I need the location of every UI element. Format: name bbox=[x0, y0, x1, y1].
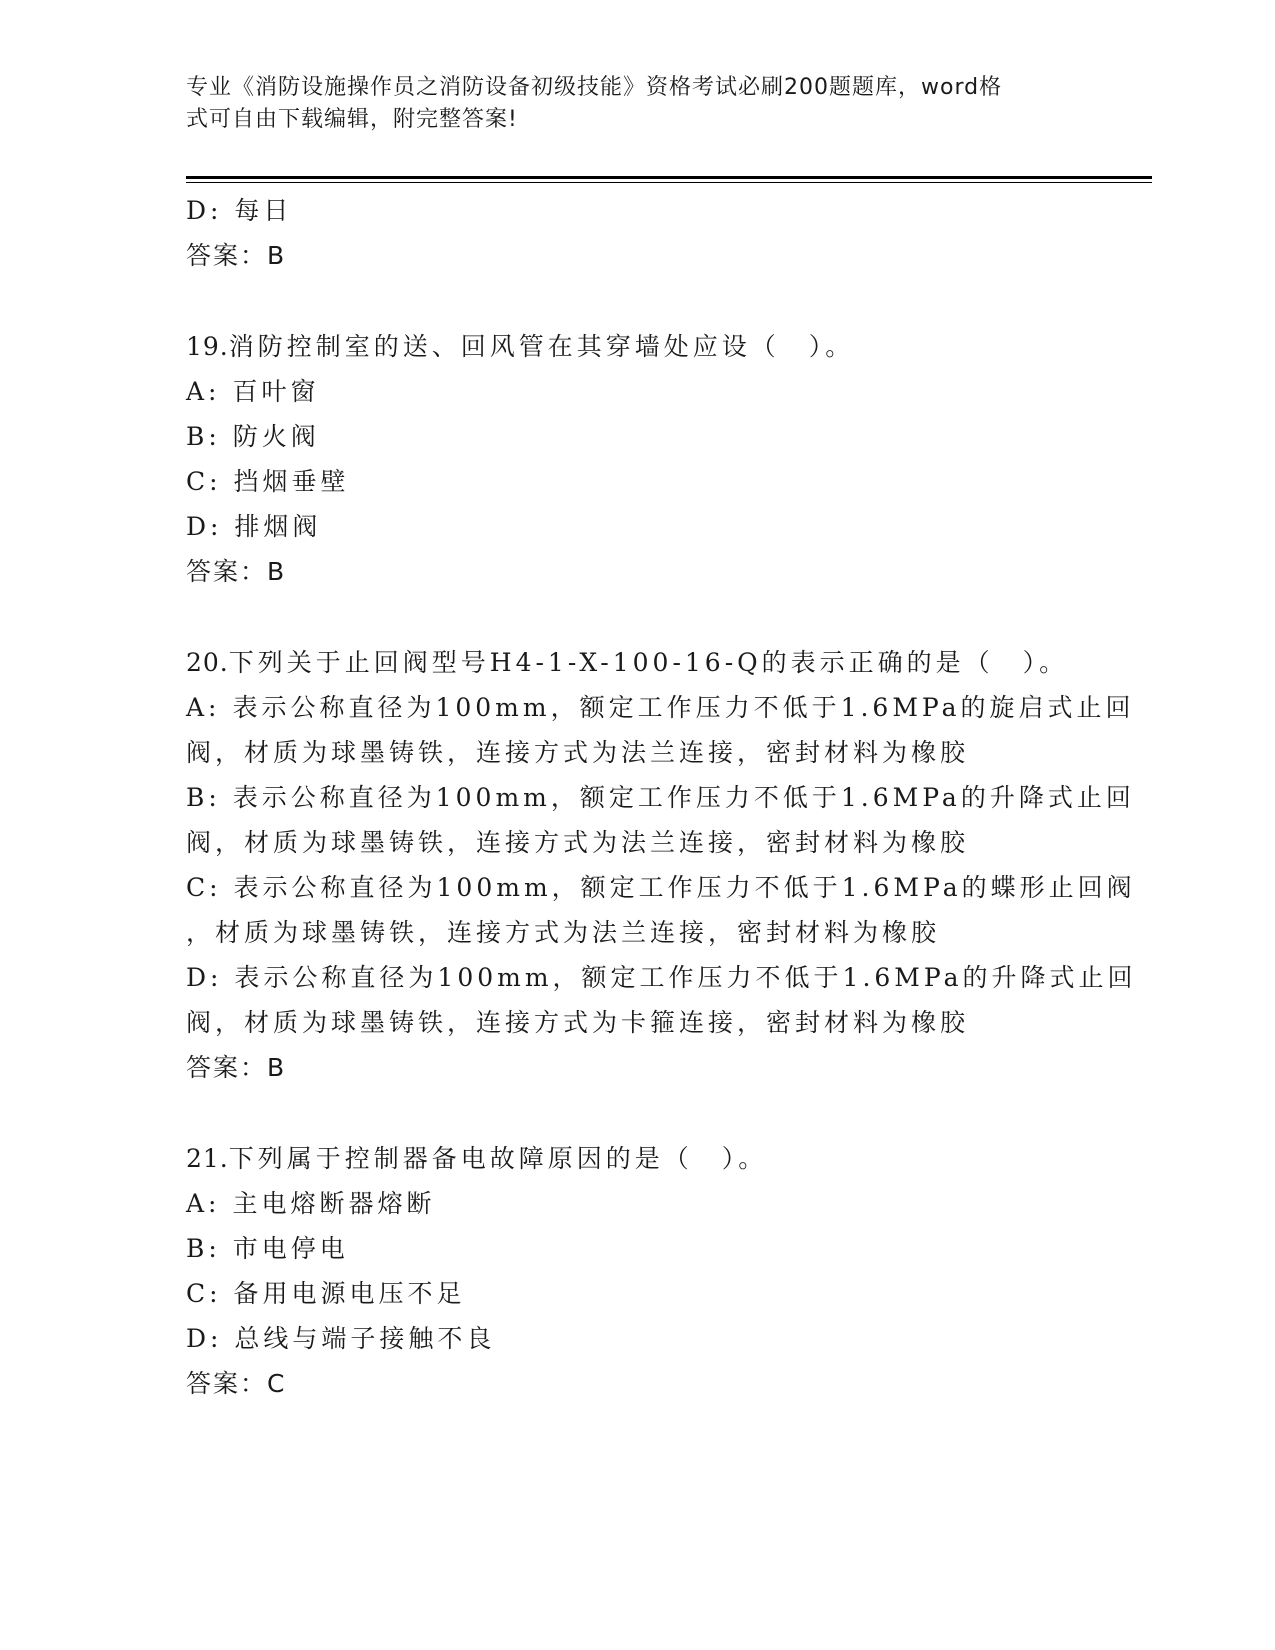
option-label: D: bbox=[186, 1324, 223, 1353]
q20-option-b bbox=[186, 775, 1135, 820]
q19-option-c bbox=[186, 459, 1086, 504]
option-label: C: bbox=[186, 1279, 222, 1308]
option-text: 市电停电 bbox=[232, 1234, 349, 1263]
option-label: B: bbox=[186, 422, 221, 451]
option-label: C: bbox=[186, 873, 222, 902]
prev-option-d bbox=[186, 188, 1086, 233]
question-20-stem bbox=[186, 640, 1086, 685]
question-number: 20. bbox=[186, 648, 229, 677]
prev-answer: 答案：B bbox=[186, 241, 287, 270]
option-label: A: bbox=[186, 693, 221, 722]
q21-answer: 答案：C bbox=[186, 1369, 287, 1398]
question-21-stem bbox=[186, 1136, 1086, 1181]
q19-option-d bbox=[186, 504, 1086, 549]
option-text: 总线与端子接触不良 bbox=[234, 1324, 496, 1353]
option-label: B: bbox=[186, 1234, 221, 1263]
option-label: A: bbox=[186, 377, 221, 406]
q21-option-c bbox=[186, 1271, 1086, 1316]
option-text: 表示公称直径为100mm，额定工作压力不低于1.6MPa的升降式止回 bbox=[234, 963, 1137, 992]
q20-option-c-cont: ，材质为球墨铸铁，连接方式为法兰连接，密封材料为橡胶 bbox=[186, 918, 941, 947]
option-text: 每日 bbox=[234, 196, 293, 225]
option-label: D: bbox=[186, 196, 223, 225]
option-label: C: bbox=[186, 467, 222, 496]
option-label: B: bbox=[186, 783, 221, 812]
q20-option-a-cont: 阀，材质为球墨铸铁，连接方式为法兰连接，密封材料为橡胶 bbox=[186, 738, 970, 767]
option-text: 排烟阀 bbox=[234, 512, 322, 541]
q21-option-a bbox=[186, 1181, 1086, 1226]
option-text: 防火阀 bbox=[232, 422, 320, 451]
q21-option-d bbox=[186, 1316, 1086, 1361]
q20-option-d bbox=[186, 955, 1137, 1000]
option-text: 主电熔断器熔断 bbox=[232, 1189, 436, 1218]
q20-option-b-cont: 阀，材质为球墨铸铁，连接方式为法兰连接，密封材料为橡胶 bbox=[186, 828, 970, 857]
option-label: D: bbox=[186, 963, 223, 992]
q19-option-b bbox=[186, 414, 1086, 459]
header-line-2: 式可自由下载编辑，附完整答案! bbox=[186, 107, 518, 132]
document-header bbox=[186, 72, 1066, 136]
q20-option-d-cont: 阀，材质为球墨铸铁，连接方式为卡箍连接，密封材料为橡胶 bbox=[186, 1008, 970, 1037]
question-text: 下列属于控制器备电故障原因的是（ ）。 bbox=[228, 1144, 768, 1173]
question-content bbox=[186, 188, 1137, 1406]
q20-option-a bbox=[186, 685, 1135, 730]
option-text: 表示公称直径为100mm，额定工作压力不低于1.6MPa的升降式止回 bbox=[232, 783, 1135, 812]
q19-option-a bbox=[186, 369, 1086, 414]
question-text: 下列关于止回阀型号H4-1-X-100-16-Q的表示正确的是（ ）。 bbox=[228, 648, 1069, 677]
question-number: 21. bbox=[186, 1144, 229, 1173]
question-19-stem bbox=[186, 324, 1086, 369]
option-text: 挡烟垂壁 bbox=[233, 467, 350, 496]
option-text: 表示公称直径为100mm，额定工作压力不低于1.6MPa的蝶形止回阀 bbox=[233, 873, 1136, 902]
header-rule-thin bbox=[186, 182, 1152, 183]
option-text: 备用电源电压不足 bbox=[233, 1279, 466, 1308]
option-text: 表示公称直径为100mm，额定工作压力不低于1.6MPa的旋启式止回 bbox=[232, 693, 1135, 722]
question-number: 19. bbox=[186, 332, 229, 361]
q21-option-b bbox=[186, 1226, 1086, 1271]
q20-answer: 答案：B bbox=[186, 1053, 287, 1082]
q20-option-c bbox=[186, 865, 1136, 910]
header-rule-thick bbox=[186, 176, 1152, 179]
option-text: 百叶窗 bbox=[232, 377, 320, 406]
option-label: D: bbox=[186, 512, 223, 541]
q19-answer: 答案：B bbox=[186, 557, 287, 586]
question-text: 消防控制室的送、回风管在其穿墙处应设（ ）。 bbox=[228, 332, 855, 361]
option-label: A: bbox=[186, 1189, 221, 1218]
header-line-1: 专业《消防设施操作员之消防设备初级技能》资格考试必刷200题题库，word格 bbox=[186, 75, 1003, 100]
